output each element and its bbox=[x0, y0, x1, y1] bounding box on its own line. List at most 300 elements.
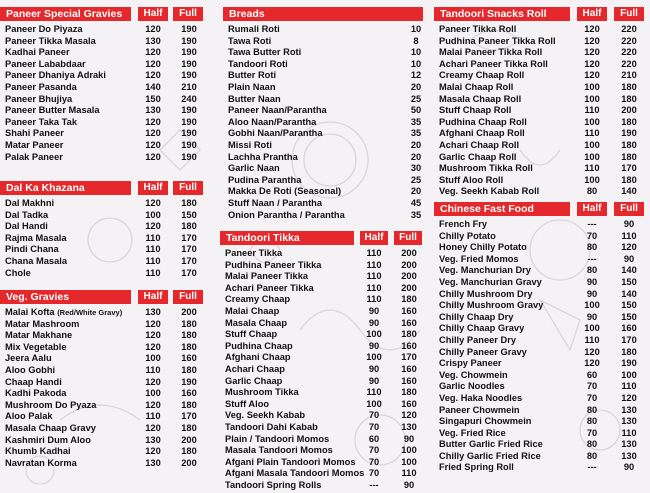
item-name bbox=[439, 358, 502, 370]
full-price: 180 bbox=[621, 116, 637, 127]
full-price: 180 bbox=[621, 174, 637, 185]
item-name-text: Kashmiri Dum Aloo bbox=[5, 434, 91, 445]
item-name-text: Chilly Mushroom Dry bbox=[439, 288, 533, 299]
full-price: 140 bbox=[621, 288, 637, 299]
item-name-text: Tawa Butter Roti bbox=[228, 47, 302, 58]
half-price: 80 bbox=[586, 404, 598, 415]
item-name bbox=[439, 393, 522, 405]
item-name bbox=[225, 410, 305, 422]
half-price: 100 bbox=[145, 388, 161, 399]
half-price: 120 bbox=[584, 24, 600, 34]
item-name bbox=[228, 59, 288, 71]
menu-item-row bbox=[220, 434, 425, 446]
item-name bbox=[439, 323, 524, 335]
menu-item-row bbox=[0, 24, 205, 36]
item-list bbox=[0, 198, 205, 279]
section-title: Paneer Special Gravies bbox=[0, 7, 131, 21]
half-price: --- bbox=[587, 253, 597, 264]
item-name bbox=[225, 329, 277, 341]
item-name bbox=[228, 70, 276, 82]
full-price: 220 bbox=[621, 24, 637, 34]
menu-item-row bbox=[434, 242, 650, 254]
item-name bbox=[5, 70, 106, 82]
half-price: 110 bbox=[366, 271, 382, 282]
menu-item-row bbox=[220, 468, 425, 480]
half-price: 100 bbox=[145, 209, 161, 220]
item-list bbox=[0, 307, 205, 469]
item-name-text: Crispy Paneer bbox=[439, 358, 502, 369]
full-price: 180 bbox=[181, 364, 197, 375]
item-name-text: Achari Chaap Roll bbox=[439, 139, 520, 150]
item-name bbox=[5, 221, 48, 233]
full-price: 200 bbox=[621, 105, 637, 116]
full-price: 160 bbox=[621, 323, 637, 334]
full-price: 130 bbox=[621, 439, 637, 450]
item-name-text: Fried Spring Roll bbox=[439, 462, 514, 473]
item-name bbox=[439, 405, 520, 417]
item-name-text: Chole bbox=[5, 267, 31, 278]
half-price: 100 bbox=[584, 81, 600, 92]
item-name-text: Rajma Masala bbox=[5, 232, 67, 243]
item-name bbox=[225, 364, 285, 376]
menu-item-row bbox=[434, 219, 650, 231]
section-title: Chinese Fast Food bbox=[434, 202, 570, 216]
menu-item-row bbox=[434, 323, 650, 335]
half-header: Half bbox=[577, 7, 607, 21]
full-price: 200 bbox=[401, 248, 417, 258]
item-name-text: Paneer Do Piyaza bbox=[5, 24, 83, 34]
full-price: 170 bbox=[181, 244, 197, 255]
menu-item-row bbox=[0, 117, 205, 129]
item-name bbox=[5, 268, 31, 280]
item-name bbox=[228, 117, 316, 129]
menu-item-row bbox=[0, 256, 205, 268]
item-name-text: Kadhai Paneer bbox=[5, 47, 70, 58]
item-name-text: Veg. Manchurian Gravy bbox=[439, 276, 542, 287]
half-price: 120 bbox=[145, 376, 161, 387]
half-price: 90 bbox=[586, 288, 598, 299]
half-price: 120 bbox=[584, 346, 600, 357]
full-price: 200 bbox=[401, 271, 417, 282]
item-name bbox=[439, 381, 505, 393]
item-name-text: Singapuri Chowmein bbox=[439, 416, 532, 427]
menu-item-row bbox=[0, 353, 205, 365]
item-name bbox=[5, 388, 66, 400]
full-header: Full bbox=[173, 7, 203, 21]
half-price: 90 bbox=[368, 305, 380, 316]
half-price: 70 bbox=[586, 392, 598, 403]
section-title: Breads bbox=[223, 7, 423, 21]
half-price: 100 bbox=[584, 300, 600, 311]
item-name bbox=[439, 231, 496, 243]
item-name-text: Stuff Naan / Parantha bbox=[228, 197, 323, 208]
item-name bbox=[5, 400, 96, 412]
item-name bbox=[228, 163, 280, 175]
menu-item-row bbox=[434, 428, 650, 440]
menu-item-row bbox=[220, 422, 425, 434]
full-header: Full bbox=[173, 181, 203, 195]
full-price: 30 bbox=[410, 163, 422, 174]
full-price: 110 bbox=[401, 468, 417, 479]
full-price: 90 bbox=[623, 253, 635, 264]
menu-item-row bbox=[434, 70, 650, 82]
item-name-text: Lachha Prantha bbox=[228, 151, 298, 162]
half-price: 120 bbox=[145, 446, 161, 457]
item-name bbox=[439, 82, 513, 94]
item-name-text: Butter Roti bbox=[228, 70, 277, 81]
item-list bbox=[434, 24, 650, 198]
item-name bbox=[439, 59, 548, 71]
item-name-text: Shahi Paneer bbox=[5, 128, 64, 139]
item-name-text: Masala Tandoori Momos bbox=[225, 445, 333, 456]
half-price: 110 bbox=[145, 232, 161, 243]
item-name-text: Mix Vegetable bbox=[5, 341, 67, 352]
full-price: 180 bbox=[181, 198, 197, 208]
item-name-text: Veg. Fried Rice bbox=[439, 427, 506, 438]
half-price: 100 bbox=[584, 93, 600, 104]
item-name-text: Chilly Chaap Gravy bbox=[439, 323, 525, 334]
item-name bbox=[439, 416, 531, 428]
full-header: Full bbox=[614, 202, 644, 216]
menu-item-row bbox=[0, 94, 205, 106]
full-price: 200 bbox=[181, 307, 197, 317]
item-name-text: Veg. Seekh Kabab Roll bbox=[439, 186, 540, 197]
half-price: --- bbox=[587, 219, 597, 229]
half-price: 110 bbox=[584, 334, 600, 345]
item-name-text: Stuff Aloo Roll bbox=[439, 174, 504, 185]
item-list bbox=[220, 248, 425, 491]
half-price: 100 bbox=[366, 329, 382, 340]
item-name bbox=[225, 445, 333, 457]
item-name-text: Aloo Palak bbox=[5, 411, 53, 422]
menu-item-row bbox=[220, 364, 425, 376]
full-price: 160 bbox=[401, 305, 417, 316]
item-name-text: Paneer Pasanda bbox=[5, 81, 77, 92]
full-price: 160 bbox=[181, 353, 197, 364]
item-name bbox=[439, 163, 533, 175]
item-name-text: Palak Paneer bbox=[5, 151, 63, 162]
half-price: 130 bbox=[145, 307, 161, 317]
full-header: Full bbox=[394, 231, 422, 245]
menu-item-row bbox=[223, 152, 428, 164]
item-name-text: Kadhi Pakoda bbox=[5, 388, 67, 399]
item-name bbox=[5, 24, 83, 36]
menu-item-row bbox=[223, 82, 428, 94]
menu-item-row bbox=[434, 405, 650, 417]
item-name-text: Onion Parantha / Parantha bbox=[228, 209, 345, 220]
menu-item-row bbox=[0, 47, 205, 59]
item-name-text: Paneer Bhujiya bbox=[5, 93, 73, 104]
half-price: 100 bbox=[145, 353, 161, 364]
item-name-text: Masala Chaap bbox=[225, 317, 288, 328]
full-price: 150 bbox=[621, 300, 637, 311]
half-price: 150 bbox=[145, 93, 161, 104]
half-price: 120 bbox=[145, 422, 161, 433]
menu-item-row bbox=[434, 277, 650, 289]
item-name-text: Veg. Manchurian Dry bbox=[439, 265, 531, 276]
item-name-text: Garlic Chaap bbox=[225, 375, 283, 386]
full-price: 35 bbox=[410, 128, 422, 139]
menu-item-row bbox=[0, 59, 205, 71]
item-name bbox=[439, 242, 527, 254]
menu-item-row bbox=[223, 186, 428, 198]
half-price: 60 bbox=[586, 369, 598, 380]
half-price: 100 bbox=[584, 323, 600, 334]
half-price: --- bbox=[369, 479, 379, 490]
item-name bbox=[225, 352, 291, 364]
item-name-text: Pudina Parantha bbox=[228, 174, 302, 185]
full-price: 190 bbox=[181, 35, 197, 46]
full-price: 190 bbox=[181, 58, 197, 69]
item-name bbox=[5, 256, 67, 268]
full-price: 170 bbox=[181, 267, 197, 278]
half-price: 70 bbox=[368, 410, 380, 421]
item-name bbox=[439, 289, 533, 301]
full-price: 160 bbox=[401, 398, 417, 409]
item-name bbox=[228, 105, 327, 117]
full-price: 160 bbox=[181, 388, 197, 399]
menu-item-row bbox=[223, 128, 428, 140]
menu-item-row bbox=[223, 210, 428, 222]
item-name bbox=[5, 210, 48, 222]
half-price: 130 bbox=[145, 105, 161, 116]
full-price: 190 bbox=[181, 70, 197, 81]
item-name-text: Paneer Tikka Masala bbox=[5, 35, 96, 46]
item-name-text: Honey Chilly Potato bbox=[439, 242, 527, 253]
full-price: 8 bbox=[413, 35, 419, 46]
menu-item-row bbox=[434, 105, 650, 117]
half-price: 90 bbox=[586, 276, 598, 287]
item-name-text: Jeera Aalu bbox=[5, 353, 52, 364]
menu-item-row bbox=[0, 342, 205, 354]
menu-item-row bbox=[434, 289, 650, 301]
item-name-text: Dal Handi bbox=[5, 221, 48, 232]
item-name-text: Malai Paneer Tikka bbox=[225, 271, 309, 282]
item-name-text: Malai Kofta bbox=[5, 307, 55, 317]
item-name bbox=[439, 24, 516, 36]
full-price: 10 bbox=[410, 24, 422, 34]
full-price: 210 bbox=[181, 81, 197, 92]
menu-item-row bbox=[434, 462, 650, 474]
full-price: 200 bbox=[181, 457, 197, 468]
menu-item-row bbox=[0, 411, 205, 423]
full-price: 190 bbox=[181, 128, 197, 139]
item-name-text: Garlic Naan bbox=[228, 163, 280, 174]
full-price: 190 bbox=[181, 105, 197, 116]
half-price: 70 bbox=[586, 381, 598, 392]
item-name bbox=[228, 24, 280, 36]
item-name bbox=[5, 319, 79, 331]
item-name-text: Chana Masala bbox=[5, 255, 68, 266]
item-name bbox=[225, 457, 356, 469]
item-name bbox=[439, 254, 519, 266]
menu-item-row bbox=[223, 47, 428, 59]
full-price: 180 bbox=[181, 446, 197, 457]
half-price: 110 bbox=[145, 255, 161, 266]
item-name-text: Stuff Chaap bbox=[225, 329, 278, 340]
full-price: 180 bbox=[181, 318, 197, 329]
item-name bbox=[228, 175, 301, 187]
item-name-text: Mushroom Do Pyaza bbox=[5, 399, 97, 410]
section-dal-ka-khazana bbox=[0, 181, 205, 278]
item-name bbox=[439, 451, 541, 463]
full-price: 200 bbox=[181, 434, 197, 445]
item-name bbox=[225, 306, 279, 318]
item-name bbox=[225, 271, 308, 283]
menu-item-row bbox=[220, 248, 425, 260]
menu-item-row bbox=[220, 480, 425, 492]
item-name-text: Veg. Fried Momos bbox=[439, 253, 519, 264]
item-name bbox=[439, 140, 519, 152]
item-name bbox=[225, 248, 282, 260]
full-price: 180 bbox=[181, 221, 197, 232]
full-price: 100 bbox=[401, 445, 417, 456]
item-name bbox=[228, 140, 272, 152]
menu-item-row bbox=[0, 221, 205, 233]
full-price: 120 bbox=[401, 410, 417, 421]
menu-item-row bbox=[434, 312, 650, 324]
item-name-text: Chilly Potato bbox=[439, 230, 496, 241]
section-tandoori-tikka bbox=[220, 231, 425, 490]
full-price: 90 bbox=[403, 433, 415, 444]
full-price: 90 bbox=[623, 462, 635, 473]
menu-item-row bbox=[0, 105, 205, 117]
item-name bbox=[5, 458, 77, 470]
item-name-text: Aloo Gobhi bbox=[5, 364, 56, 375]
item-name bbox=[225, 341, 293, 353]
full-price: 190 bbox=[621, 358, 637, 369]
full-price: 170 bbox=[401, 352, 417, 363]
half-price: 110 bbox=[366, 248, 382, 258]
half-price: 70 bbox=[368, 421, 380, 432]
section-title: Dal Ka Khazana bbox=[0, 181, 131, 195]
full-price: 190 bbox=[181, 376, 197, 387]
half-header: Half bbox=[360, 231, 388, 245]
full-price: 110 bbox=[621, 427, 637, 438]
half-price: 100 bbox=[584, 174, 600, 185]
item-name bbox=[228, 198, 322, 210]
menu-item-row bbox=[220, 457, 425, 469]
half-header: Half bbox=[138, 290, 168, 304]
item-name-text: Achari Paneer Tikka Roll bbox=[439, 58, 548, 69]
menu-item-row bbox=[223, 36, 428, 48]
item-name bbox=[225, 260, 321, 272]
full-price: 25 bbox=[410, 93, 422, 104]
half-price: 90 bbox=[368, 317, 380, 328]
item-name bbox=[5, 105, 100, 117]
item-name-text: Gobhi Naan/Parantha bbox=[228, 128, 323, 139]
full-price: 130 bbox=[621, 416, 637, 427]
full-price: 110 bbox=[621, 230, 637, 241]
section-header bbox=[0, 290, 205, 304]
full-price: 10 bbox=[410, 47, 422, 58]
item-name bbox=[5, 377, 62, 389]
section-title: Tandoori Tikka bbox=[220, 231, 354, 245]
full-price: 160 bbox=[401, 363, 417, 374]
half-price: 60 bbox=[368, 433, 380, 444]
full-price: 190 bbox=[181, 24, 197, 34]
half-price: 120 bbox=[145, 151, 161, 162]
menu-item-row bbox=[223, 198, 428, 210]
half-price: 120 bbox=[145, 58, 161, 69]
full-price: 180 bbox=[621, 151, 637, 162]
item-name-text: Matar Paneer bbox=[5, 139, 64, 150]
section-breads bbox=[220, 7, 425, 220]
item-name bbox=[439, 370, 508, 382]
full-price: 190 bbox=[181, 47, 197, 58]
item-name bbox=[228, 152, 298, 164]
menu-item-row bbox=[220, 283, 425, 295]
item-name bbox=[439, 462, 514, 474]
half-price: 80 bbox=[586, 186, 598, 197]
menu-item-row bbox=[220, 376, 425, 388]
half-price: 120 bbox=[145, 24, 161, 34]
item-name-text: Chaap Handi bbox=[5, 376, 62, 387]
item-name-text: Achari Paneer Tikka bbox=[225, 282, 314, 293]
section-header bbox=[434, 7, 650, 21]
item-name-text: Creamy Chaap bbox=[225, 294, 291, 305]
full-price: 240 bbox=[181, 93, 197, 104]
menu-item-row bbox=[0, 307, 205, 319]
half-price: 120 bbox=[145, 330, 161, 341]
item-name-text: Paneer Lababdaar bbox=[5, 58, 86, 69]
full-price: 170 bbox=[181, 255, 197, 266]
full-price: 100 bbox=[621, 369, 637, 380]
half-price: 80 bbox=[586, 439, 598, 450]
item-name-text: Tandoori Dahi Kabab bbox=[225, 421, 318, 432]
full-price: 220 bbox=[621, 58, 637, 69]
item-name-text: Rumali Roti bbox=[228, 24, 280, 34]
half-price: 90 bbox=[368, 340, 380, 351]
item-name bbox=[5, 198, 54, 210]
menu-item-row bbox=[220, 341, 425, 353]
item-name bbox=[439, 347, 527, 359]
full-price: 190 bbox=[181, 151, 197, 162]
menu-item-row bbox=[434, 254, 650, 266]
full-price: 190 bbox=[181, 116, 197, 127]
menu-item-row bbox=[0, 319, 205, 331]
item-name-text: Mushroom Tikka Roll bbox=[439, 163, 533, 174]
item-name-text: Paneer Tikka Roll bbox=[439, 24, 517, 34]
item-name-text: Chilly Paneer Gravy bbox=[439, 346, 527, 357]
section-tandoori-snacks-roll bbox=[434, 7, 650, 197]
half-price: 130 bbox=[145, 434, 161, 445]
half-price: 120 bbox=[145, 116, 161, 127]
section-chinese-fast-food bbox=[434, 202, 650, 473]
menu-item-row bbox=[220, 329, 425, 341]
menu-item-row bbox=[434, 117, 650, 129]
item-name-text: Dal Makhni bbox=[5, 198, 55, 208]
menu-item-row bbox=[434, 370, 650, 382]
full-price: 180 bbox=[181, 399, 197, 410]
half-price: 70 bbox=[586, 230, 598, 241]
item-name-text: Masala Chaap Roll bbox=[439, 93, 522, 104]
half-price: 80 bbox=[586, 416, 598, 427]
item-name-text: Tawa Roti bbox=[228, 35, 272, 46]
half-price: 100 bbox=[366, 398, 382, 409]
item-name bbox=[225, 422, 318, 434]
item-name bbox=[5, 233, 67, 245]
item-name bbox=[228, 36, 271, 48]
full-price: 170 bbox=[621, 334, 637, 345]
full-price: 160 bbox=[401, 375, 417, 386]
item-name bbox=[228, 94, 281, 106]
section-header bbox=[434, 202, 650, 216]
menu-item-row bbox=[434, 451, 650, 463]
menu-item-row bbox=[220, 399, 425, 411]
item-name bbox=[5, 353, 52, 365]
item-name bbox=[439, 175, 503, 187]
